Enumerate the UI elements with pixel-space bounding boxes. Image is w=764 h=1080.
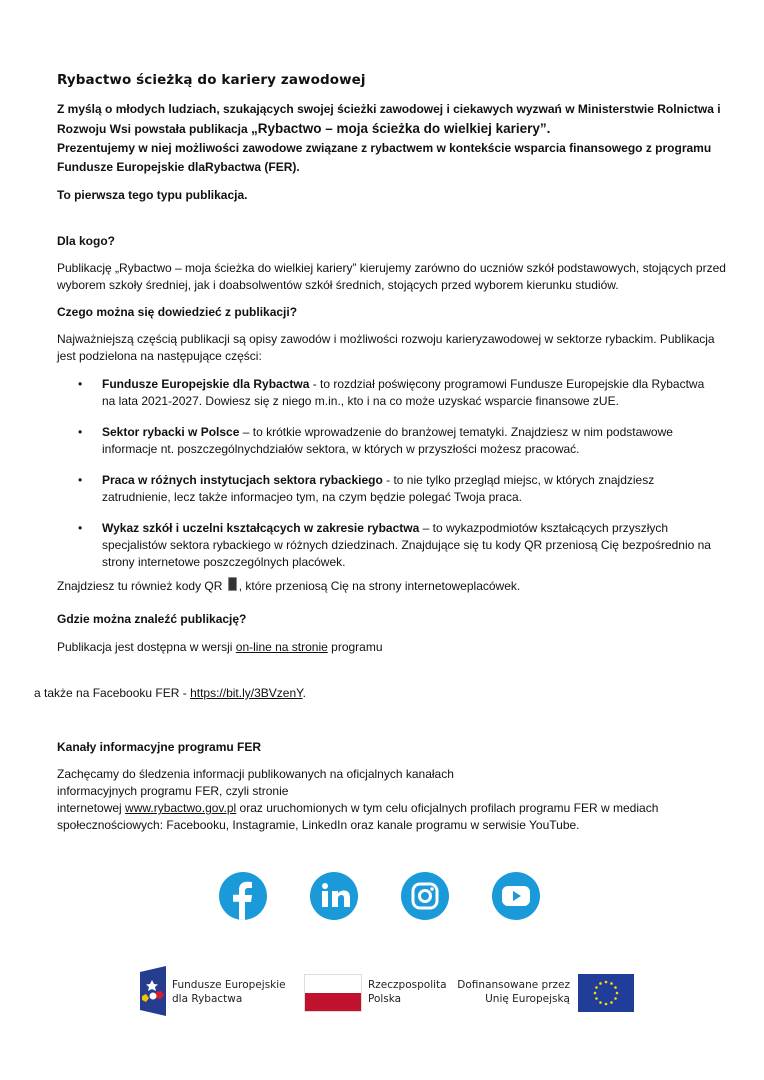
list-item-title: Wykaz szkół i uczelni kształcących w zakresie rybactwa (102, 521, 420, 535)
eu-line2: Unię Europejską (485, 993, 570, 1005)
intro-line3: To pierwsza tego typu publikacja. (57, 188, 248, 202)
fer-logo-text (172, 978, 286, 1006)
page-title: Rybactwo ścieżką do kariery zawodowej (57, 72, 366, 88)
list-item (57, 376, 717, 410)
facebook-link[interactable]: https://bit.ly/3BVzenY (190, 686, 303, 700)
where-heading: Gdzie można znaleźć publikację? (57, 612, 247, 626)
eu-star (605, 981, 608, 984)
eu-star (616, 992, 619, 995)
list-item-title: Fundusze Europejskie dla Rybactwa (102, 377, 310, 391)
channels-line3-after: oraz uruchomionych w tym celu oficjalnych profilach programu FER w mediach (236, 801, 659, 815)
where-text-after: programu (327, 640, 383, 654)
where-text (57, 639, 383, 656)
facebook-icon[interactable] (219, 872, 267, 920)
channels-line3 (57, 800, 747, 817)
publication-name: „Rybactwo – moja ścieżka do wielkiej kariery”. (251, 121, 551, 136)
social-icons (0, 872, 764, 922)
qr-text (57, 577, 737, 595)
channels-line2: informacyjnych programu FER, czyli stronie (57, 784, 289, 798)
eu-star (599, 982, 602, 985)
eu-star (595, 986, 598, 989)
list-item-text: - to nie tylko przegląd miejsc, w których znajdziesz zatrudnienie, lecz także informacjeo tym, na czym będzie polegać Twoja praca. (102, 473, 655, 504)
website-link[interactable]: www.rybactwo.gov.pl (125, 801, 237, 815)
poland-logo-text (368, 978, 447, 1006)
list-item (57, 472, 717, 506)
youtube-icon[interactable] (492, 872, 540, 920)
eu-star (614, 997, 617, 1000)
list-item-title: Sektor rybacki w Polsce (102, 425, 240, 439)
list-item-title: Praca w różnych instytucjach sektora rybackiego (102, 473, 383, 487)
list-item-text: – to wykazpodmiotów kształcących przyszłych specjalistów sektora rybackiego w różnych dziedzinach. Znajdujące się tu kody QR przeniosą Cię bezpośrednio na strony internetowe poszczególnych placówek. (102, 521, 711, 569)
bullet: • (78, 377, 83, 391)
eu-flag-icon (578, 974, 634, 1016)
eu-logo-text (457, 978, 570, 1006)
list-item (57, 520, 717, 571)
eu-line1: Dofinansowane przez (457, 979, 570, 991)
facebook-text-after: . (302, 686, 306, 700)
eu-star (594, 992, 597, 995)
instagram-icon[interactable] (401, 872, 449, 920)
channels-heading: Kanały informacyjne programu FER (57, 740, 262, 754)
qr-text-before: Znajdziesz tu również kody QR (57, 579, 226, 593)
intro-line1: Z myślą o młodych ludziach, szukających swojej ścieżki zawodowej i ciekawych wyzwań w Ministerstwie Rolnictwa i Rozwoju Wsi powstała publikacja (57, 102, 721, 136)
eu-star (599, 1001, 602, 1004)
channels-line3-before: internetowej (57, 801, 126, 815)
qr-phone-icon (228, 577, 237, 591)
intro-paragraph (57, 100, 727, 205)
list-item-text: - to rozdział poświęcony programowi Fundusze Europejskie dla Rybactwa na lata 2021-2027. Dowiesz się z niego m.in., kto i na co może uzyskać wsparcie finansowe zUE. (102, 377, 705, 408)
fer-line2: dla Rybactwa (172, 993, 243, 1005)
pl-line2: Polska (368, 993, 402, 1005)
bullet: • (78, 521, 83, 535)
poland-flag-icon (304, 974, 362, 1012)
intro-line2: Prezentujemy w niej możliwości zawodowe związane z rybactwem w kontekście wsparcia finansowego z programu Fundusze Europejskie dlaRybactwa (FER). (57, 141, 712, 174)
footer-logos (0, 966, 764, 1016)
publication-parts-list (57, 376, 717, 585)
fer-logo-icon (140, 966, 166, 1020)
facebook-text (34, 685, 306, 702)
pl-line1: Rzeczpospolita (368, 979, 447, 991)
eu-star (610, 1001, 613, 1004)
for-whom-text: Publikację „Rybactwo – moja ścieżka do wielkiej kariery” kierujemy zarówno do uczniów szkół podstawowych, stojących przed wyborem szkoły średniej, jak i doabsolwentów szkół średnich, stojących przed wyborem kierunku studiów. (57, 261, 726, 292)
eu-star (610, 982, 613, 985)
qr-text-after: , które przeniosą Cię na strony internetoweplacówek. (238, 579, 521, 593)
what-learn-text: Najważniejszą częścią publikacji są opisy zawodów i możliwości rozwoju karieryzawodowej w sektorze rybackim. Publikacja jest podzielona na następujące części: (57, 332, 715, 363)
facebook-text-before: a także na Facebooku FER - (34, 686, 191, 700)
channels-line4: społecznościowych: Facebooku, Instagramie, LinkedIn oraz kanale programu w serwisie YouTube. (57, 818, 580, 832)
for-whom-heading: Dla kogo? (57, 234, 116, 248)
bullet: • (78, 425, 83, 439)
eu-star (614, 986, 617, 989)
eu-star (595, 997, 598, 1000)
fer-line1: Fundusze Europejskie (172, 979, 286, 991)
list-item-text: – to krótkie wprowadzenie do branżowej tematyki. Znajdziesz w nim podstawowe informacje nt. poszczególnychdziałów sektora, w których w przyszłości możesz pracować. (102, 425, 673, 456)
eu-star (605, 1003, 608, 1006)
online-link[interactable]: on-line na stronie (235, 640, 328, 654)
bullet: • (78, 473, 83, 487)
list-item (57, 424, 717, 458)
where-text-before: Publikacja jest dostępna w wersji (57, 640, 236, 654)
what-learn-heading: Czego można się dowiedzieć z publikacji? (57, 305, 298, 319)
channels-text (57, 766, 747, 834)
channels-line1: Zachęcamy do śledzenia informacji publikowanych na oficjalnych kanałach (57, 767, 454, 781)
linkedin-icon[interactable] (310, 872, 358, 920)
